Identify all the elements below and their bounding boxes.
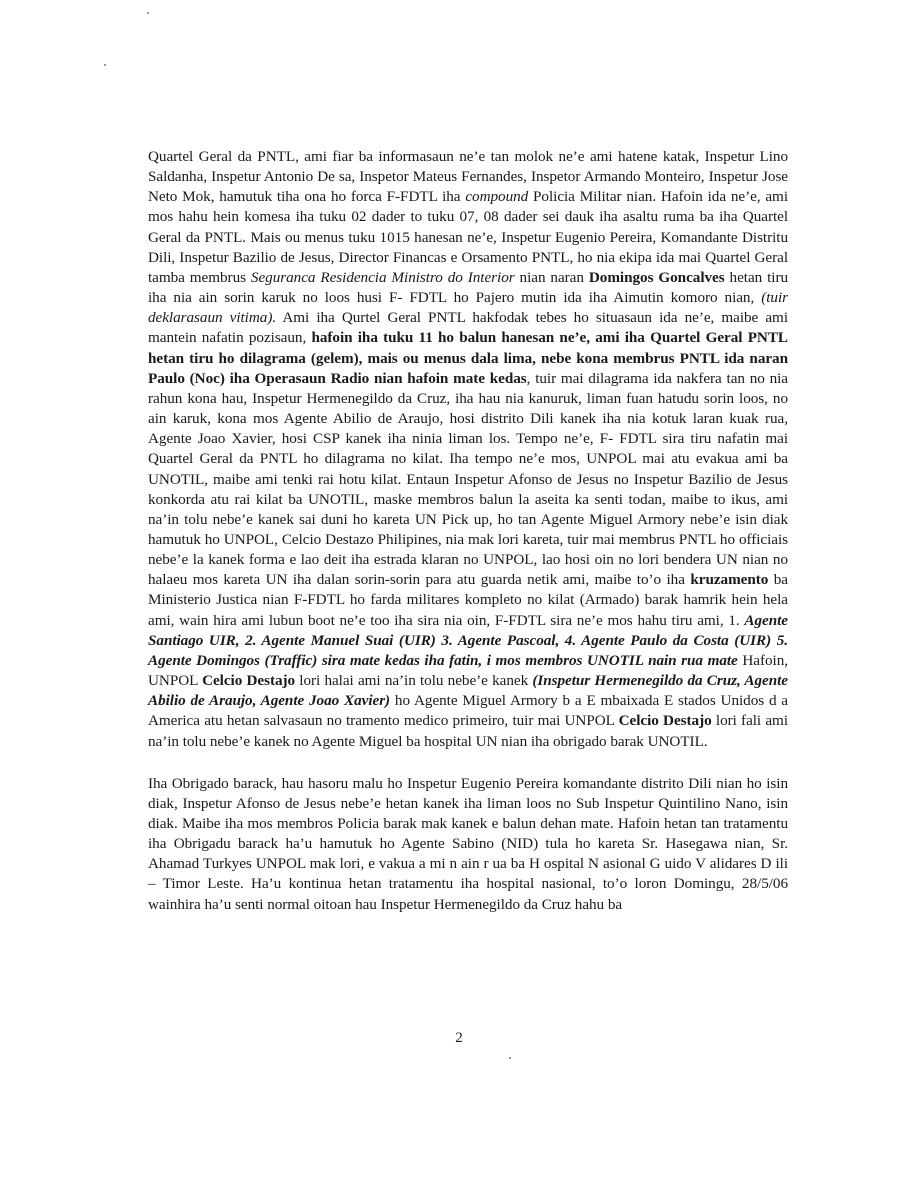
paragraph-2 bbox=[148, 774, 788, 915]
scan-speck bbox=[509, 1057, 511, 1059]
text-run: hafoin iha tuku 11 ho balun hanesan ne’e, ami iha Quartel Geral PNTL hetan tiru ho dilagrama (gelem), mais ou menus dala lima, nebe kona membrus PNTL ida naran Paulo (Noc) iha Operasaun Radio nian hafoin mate kedas bbox=[148, 329, 788, 387]
text-run: (Inspetur Hermenegildo da Cruz, Agente Abilio de Araujo, Agente Joao Xavier) bbox=[148, 672, 788, 710]
page-number: 2 bbox=[455, 1030, 463, 1046]
text-run: Quartel Geral da PNTL, ami fiar ba informasaun ne’e tan molok ne’e ami hatene katak, Inspetur Lino Saldanha, Inspetur Antonio De sa, Inspetor Mateus Fernandes, Inspetor Armando Monteiro, Inspetur Jose Neto Mok, hamutuk tiha ona ho forca F-FDTL iha bbox=[148, 148, 788, 206]
text-run: Policia Militar nian. Hafoin ida ne’e, ami mos hahu hein komesa iha tuku 02 dader to tuku 07, 08 dader sei dauk iha asaltu ruma ba iha Quartel Geral da PNTL. Mais ou menus tuku 1015 hanesan ne’e, Inspetur Eugenio Pereira, Komandante Distritu Dili, Inspetur Bazilio de Jesus, Director Financas e Orsamento PNTL, ho nia ekipa ida mai Quartel Geral tamba membrus bbox=[148, 188, 788, 286]
text-run: Hafoin, UNPOL bbox=[148, 651, 788, 690]
text-run: Iha Obrigado barack, hau hasoru malu ho Inspetur Eugenio Pereira komandante distrito Dili nian ho isin diak, Inspetur Afonso de Jesus nebe’e hetan kanek iha liman loos no Sub Inspetur Quintilino Nano, isin diak. Maibe iha mos membros Policia barak mak kanek e balun dehan mate. Hafoin hetan tan tratamentu iha Obrigadu barack ha’u hamutuk ho Agente Sabino (NID) tula ho kareta Sr. Hasegawa nian, Sr. Ahamad Turkyes UNPOL mak lori, e vakua a mi n ain r ua ba H ospital N asional G uido V alidares D ili – Timor Leste. Ha’u kontinua hetan tratamentu iha hospital nasional, to’o loron Domingu, 28/5/06 wainhira ha’u senti normal oitoan hau Inspetur Hermenegildo da Cruz hahu ba bbox=[148, 774, 788, 913]
paragraph-1 bbox=[148, 147, 788, 752]
text-run: ba Ministerio Justica nian F-FDTL ho farda militares kompleto no kilat (Armado) barak hamrik hein hela ami, wain hira ami lubun boot ne’e too iha sira nia oin, F-FDTL sira ne’e mos hahu tiru ami, 1. bbox=[148, 571, 788, 629]
body-text bbox=[148, 147, 788, 915]
text-run: Celcio Destajo bbox=[618, 712, 712, 730]
text-run: lori halai ami na’in tolu nebe’e kanek bbox=[295, 672, 533, 690]
text-run: Celcio Destajo bbox=[202, 672, 296, 690]
text-run: hetan tiru iha nia ain sorin karuk no loos husi F- FDTL ho Pajero mutin ida iha Aimutin komoro nian, bbox=[148, 268, 789, 307]
text-run: nian naran bbox=[514, 268, 589, 286]
text-run: Ami iha Qurtel Geral PNTL hakfodak tebes ho situasaun ida ne’e, maibe ami mantein nafatin pozisaun, bbox=[148, 309, 788, 347]
text-run: Agente Santiago UIR, 2. Agente Manuel Suai (UIR) 3. Agente Pascoal, 4. Agente Paulo da Costa (UIR) 5. Agente Domingos (Traffic) sira mate kedas iha fatin, i mos membros UNOTIL nain rua mate bbox=[148, 611, 788, 669]
text-run: Seguranca Residencia Ministro do Interior bbox=[250, 268, 515, 286]
text-run: Domingos Goncalves bbox=[588, 268, 725, 286]
text-run: lori fali ami na’in tolu nebe’e kanek no Agente Miguel ba hospital UN nian iha obrigado barak UNOTIL. bbox=[148, 712, 788, 750]
text-run: (tuir deklarasaun vitima). bbox=[148, 289, 788, 327]
scan-speck bbox=[104, 64, 106, 66]
text-run: , tuir mai dilagrama ida nakfera tan no nia rahun kona hau, Inspetur Hermenegildo da Cruz, iha hau nia kanuruk, liman fuan hatudu sorin loos, no ain karuk, kona mos Agente Abilio de Araujo, hosi distrito Dili kanek iha nia kotuk laran kuak rua, Agente Joao Xavier, hosi CSP kanek iha ninia liman los. Tempo ne’e, F- FDTL sira tiru nafatin mai Quartel Geral da PNTL ho dilagrama no kilat. Iha tempo ne’e mos, UNPOL mai atu evakua ami ba UNOTIL, maibe ami tenki rai hotu kilat. Entaun Inspetur Afonso de Jesus no Inspetur Bazilio de Jesus konkorda atu rai kilat ba UNOTIL, maske membros balun la aseita ka senti todan, maibe to ikus, ami na’in tolu nebe’e kanek sai duni ho kareta UN Pick up, ho tan Agente Miguel Armory nebe’e isin diak hamutuk ho UNPOL, Celcio Destazo Philipines, nia mak lori kareta, tuir mai membrus PNTL ho officiais nebe’e la kanek forma e lao deit iha estrada klaran no UNPOL, lao hosi oin no lori bendera UN nian no halaeu mos kareta UN iha dalan sorin-sorin para atu guarda netik ami, maibe to’o iha bbox=[148, 369, 788, 589]
text-run: compound bbox=[465, 188, 529, 206]
scan-speck bbox=[147, 12, 149, 14]
text-run: kruzamento bbox=[690, 571, 769, 589]
text-run: ho Agente Miguel Armory b a E mbaixada E stados Unidos d a America atu hetan salvasaun no tramento medico primeiro, tuir mai UNPOL bbox=[148, 692, 789, 730]
